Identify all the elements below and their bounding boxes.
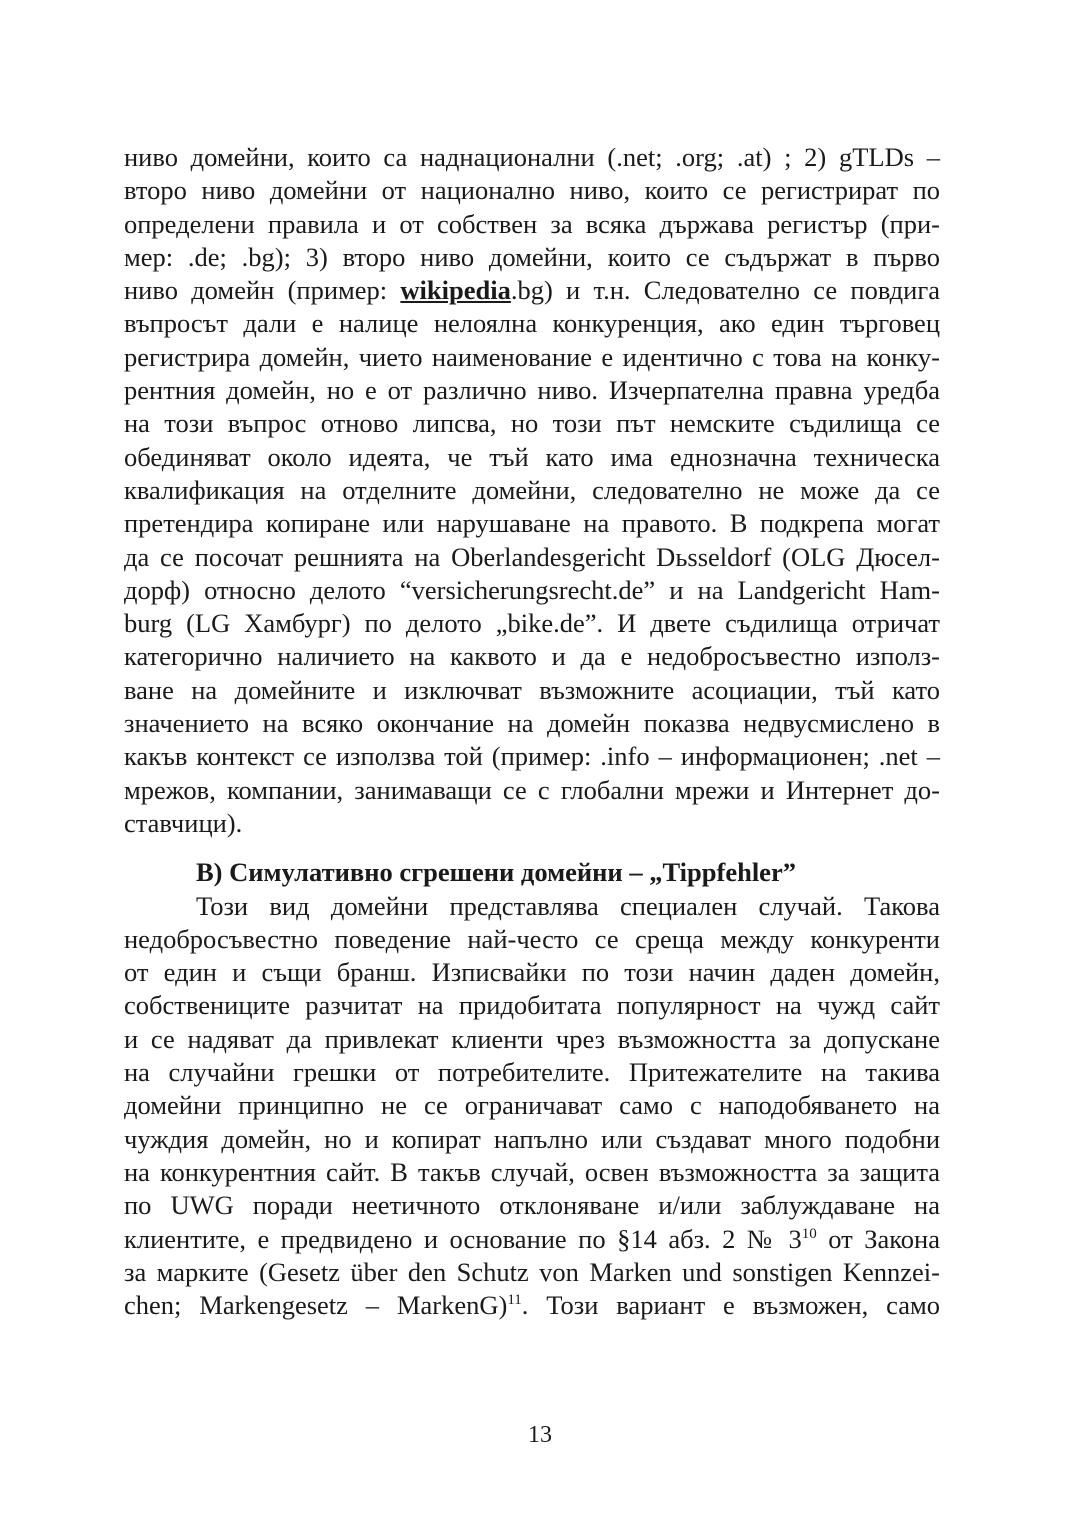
text-line: категорично наличието на каквото и да е недобросъвестно използ- xyxy=(124,641,940,672)
text-line: ване на домейните и изключват възможните асоциации, тъй като xyxy=(124,674,940,705)
page-number: 13 xyxy=(528,1422,552,1448)
text-line: претендира копиране или нарушаване на правото. В подкрепа могат xyxy=(124,508,940,539)
text-line: мрежов, компании, занимаващи се с глобални мрежи и Интернет до- xyxy=(124,774,940,805)
text-fragment: chen; Markengesetz – MarkenG) xyxy=(124,1290,508,1321)
text-line: на случайни грешки от потребителите. Притежателите на такива xyxy=(124,1057,940,1088)
text-line: от един и същи бранш. Изписвайки по този начин даден домейн, xyxy=(124,957,940,988)
text-line: ставчици). xyxy=(124,807,243,838)
text-line: и се надяват да привлекат клиенти чрез възможността за допускане xyxy=(124,1023,940,1054)
footnote-ref-11[interactable]: 11 xyxy=(507,1292,522,1309)
document-page xyxy=(124,141,940,1322)
text-line: домейни принципно не се ограничават само с наподобяването на xyxy=(124,1090,940,1121)
text-line: квалификация на отделните домейни, следователно не може да се xyxy=(124,474,940,505)
text-line: регистрира домейн, чието наименование е идентично с това на конку- xyxy=(124,341,940,372)
text-line: за марките (Gesetz über den Schutz von Marken und sonstigen Kennzei- xyxy=(124,1256,940,1287)
text-line: по UWG поради неетичното отклоняване и/или заблуждаване на xyxy=(124,1190,940,1221)
text-fragment: ниво домейн (пример: xyxy=(124,275,401,306)
section-heading-typo-domains: B) Симулативно сгрешени домейни – „Tippfehler” xyxy=(196,857,796,888)
text-line-with-link xyxy=(124,274,940,307)
text-line: значението на всяко окончание на домейн показва недвусмислено в xyxy=(124,708,940,739)
text-line: недобросъвестно поведение най-често се среща между конкуренти xyxy=(124,923,940,954)
text-line: чуждия домейн, но и копират напълно или създават много подобни xyxy=(124,1123,940,1154)
text-fragment: от Закона xyxy=(816,1223,940,1254)
text-line: Този вид домейни представлява специален случай. Такова xyxy=(196,890,940,921)
text-line: обединяват около идеята, че тъй като има еднозначна техническа xyxy=(124,441,940,472)
text-line: да се посочат решнията на Oberlandesgericht Dьsseldorf (OLG Дюсел- xyxy=(124,541,940,572)
text-line: ниво домейни, които са наднационални (.net; .org; .at) ; 2) gTLDs – xyxy=(124,142,940,172)
text-fragment: . Този вариант е възможен, само xyxy=(521,1290,940,1321)
text-line: мер: .de; .bg); 3) второ ниво домейни, които се съдържат в първо xyxy=(124,241,940,272)
text-line: собствениците разчитат на придобитата популярност на чужд сайт xyxy=(124,990,940,1021)
text-line: второ ниво домейни от национално ниво, които се регистрират по xyxy=(124,175,940,206)
text-line: на конкурентния сайт. В такъв случай, освен възможността за защита xyxy=(124,1156,940,1187)
text-line-with-footnote xyxy=(124,1289,940,1322)
wikipedia-link[interactable]: wikipedia xyxy=(400,275,511,306)
text-line: рентния домейн, но е от различно ниво. Изчерпателна правна уредба xyxy=(124,375,940,406)
paragraph-domain-levels xyxy=(124,141,940,840)
text-line: какъв контекст се използва той (пример: .info – информационен; .net – xyxy=(124,741,940,772)
text-line: дорф) относно делото “versicherungsrecht.de” и на Landgericht Ham- xyxy=(124,574,940,605)
text-fragment: клиентите, е предвидено и основание по §14 абз. 2 № 3 xyxy=(124,1223,802,1254)
paragraph-typo-domains xyxy=(124,890,940,1323)
text-line: на този въпрос отново липсва, но този път немските съдилища се xyxy=(124,408,940,439)
text-line: burg (LG Хамбург) по делото „bike.de”. И двете съдилища отричат xyxy=(124,608,940,639)
text-line: определени правила и от собствен за всяка държава регистър (при- xyxy=(124,208,940,239)
text-line-with-footnote xyxy=(124,1223,940,1256)
text-fragment: .bg) и т.н. Следователно се повдига xyxy=(510,275,940,306)
footnote-ref-10[interactable]: 10 xyxy=(801,1225,817,1242)
text-line: въпросът дали е налице нелоялна конкуренция, ако един търговец xyxy=(124,308,940,339)
